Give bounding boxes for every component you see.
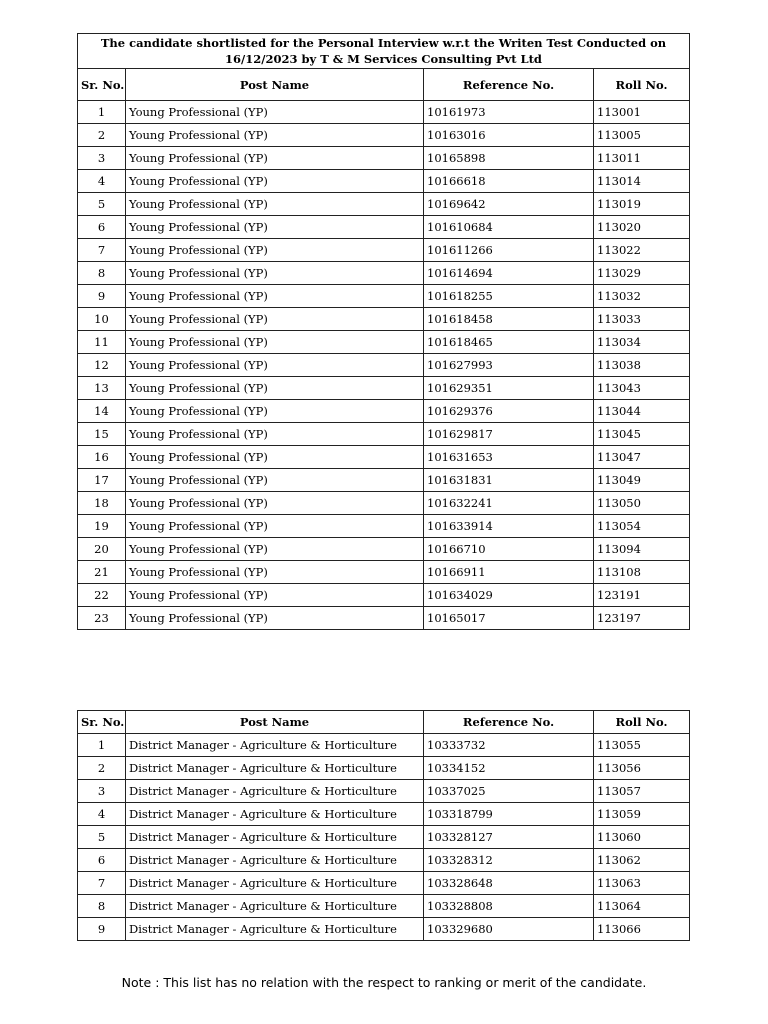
reference-no-cell: 101627993 [424,354,594,377]
post-name-cell: Young Professional (YP) [126,607,424,630]
roll-no-cell: 113014 [594,170,690,193]
table-row [78,780,690,803]
roll-no-cell: 113049 [594,469,690,492]
post-name-cell: District Manager - Agriculture & Horticulture [126,895,424,918]
roll-no-cell: 123197 [594,607,690,630]
roll-no-cell: 113108 [594,561,690,584]
table-row [78,446,690,469]
roll-no-cell: 113032 [594,285,690,308]
roll-no-cell: 113038 [594,354,690,377]
post-name-cell: Young Professional (YP) [126,492,424,515]
district-manager-rows [78,734,690,941]
column-header-sr-no: Sr. No. [78,69,126,101]
table-row [78,124,690,147]
post-name-cell: District Manager - Agriculture & Horticulture [126,872,424,895]
roll-no-cell: 113033 [594,308,690,331]
reference-no-cell: 10165898 [424,147,594,170]
roll-no-cell: 113045 [594,423,690,446]
post-name-cell: Young Professional (YP) [126,354,424,377]
column-header-sr-no: Sr. No. [78,711,126,734]
post-name-cell: District Manager - Agriculture & Horticulture [126,826,424,849]
sr-no-cell: 7 [78,239,126,262]
table-row [78,170,690,193]
table-row [78,400,690,423]
reference-no-cell: 103329680 [424,918,594,941]
roll-no-cell: 113057 [594,780,690,803]
table-row [78,515,690,538]
sr-no-cell: 13 [78,377,126,400]
young-professional-table [77,33,690,630]
table-row [78,216,690,239]
table-row [78,895,690,918]
post-name-cell: Young Professional (YP) [126,239,424,262]
roll-no-cell: 113054 [594,515,690,538]
sr-no-cell: 7 [78,872,126,895]
roll-no-cell: 113066 [594,918,690,941]
sr-no-cell: 15 [78,423,126,446]
post-name-cell: Young Professional (YP) [126,147,424,170]
column-header-post-name: Post Name [126,711,424,734]
reference-no-cell: 10166911 [424,561,594,584]
reference-no-cell: 101632241 [424,492,594,515]
roll-no-cell: 113047 [594,446,690,469]
district-manager-table [77,710,690,941]
sr-no-cell: 6 [78,849,126,872]
roll-no-cell: 113059 [594,803,690,826]
roll-no-cell: 113019 [594,193,690,216]
post-name-cell: Young Professional (YP) [126,124,424,147]
column-header-post-name: Post Name [126,69,424,101]
post-name-cell: District Manager - Agriculture & Horticulture [126,849,424,872]
roll-no-cell: 113022 [594,239,690,262]
reference-no-cell: 101618465 [424,331,594,354]
table-row [78,757,690,780]
sr-no-cell: 9 [78,285,126,308]
reference-no-cell: 10163016 [424,124,594,147]
post-name-cell: Young Professional (YP) [126,377,424,400]
table-row [78,239,690,262]
roll-no-cell: 113001 [594,101,690,124]
reference-no-cell: 103328648 [424,872,594,895]
document-title: The candidate shortlisted for the Personal Interview w.r.t the Writen Test Conducted on 16/12/2023 by T & M Services Consulting Pvt Ltd [78,34,690,69]
reference-no-cell: 10161973 [424,101,594,124]
roll-no-cell: 113063 [594,872,690,895]
post-name-cell: Young Professional (YP) [126,400,424,423]
reference-no-cell: 101618458 [424,308,594,331]
post-name-cell: Young Professional (YP) [126,308,424,331]
table-row [78,607,690,630]
table-row [78,826,690,849]
sr-no-cell: 16 [78,446,126,469]
reference-no-cell: 10166710 [424,538,594,561]
post-name-cell: District Manager - Agriculture & Horticulture [126,734,424,757]
table-row [78,584,690,607]
sr-no-cell: 1 [78,734,126,757]
roll-no-cell: 113055 [594,734,690,757]
sr-no-cell: 19 [78,515,126,538]
post-name-cell: Young Professional (YP) [126,446,424,469]
roll-no-cell: 113005 [594,124,690,147]
table-row [78,918,690,941]
table-row [78,354,690,377]
reference-no-cell: 101611266 [424,239,594,262]
sr-no-cell: 20 [78,538,126,561]
table-row [78,423,690,446]
reference-no-cell: 10166618 [424,170,594,193]
reference-no-cell: 103318799 [424,803,594,826]
table-row [78,734,690,757]
disclaimer-note: Note : This list has no relation with the respect to ranking or merit of the candidate. [121,975,647,990]
reference-no-cell: 103328808 [424,895,594,918]
sr-no-cell: 3 [78,780,126,803]
sr-no-cell: 3 [78,147,126,170]
table-row [78,285,690,308]
roll-no-cell: 113094 [594,538,690,561]
sr-no-cell: 10 [78,308,126,331]
reference-no-cell: 10165017 [424,607,594,630]
post-name-cell: Young Professional (YP) [126,101,424,124]
table-row [78,147,690,170]
reference-no-cell: 101631653 [424,446,594,469]
reference-no-cell: 101631831 [424,469,594,492]
reference-no-cell: 10337025 [424,780,594,803]
roll-no-cell: 113060 [594,826,690,849]
sr-no-cell: 8 [78,895,126,918]
reference-no-cell: 101629376 [424,400,594,423]
column-header-reference-no: Reference No. [424,711,594,734]
reference-no-cell: 103328127 [424,826,594,849]
sr-no-cell: 12 [78,354,126,377]
reference-no-cell: 10333732 [424,734,594,757]
sr-no-cell: 17 [78,469,126,492]
sr-no-cell: 8 [78,262,126,285]
column-header-roll-no: Roll No. [594,711,690,734]
table-row [78,101,690,124]
table-row [78,331,690,354]
reference-no-cell: 101614694 [424,262,594,285]
sr-no-cell: 23 [78,607,126,630]
roll-no-cell: 113062 [594,849,690,872]
roll-no-cell: 113064 [594,895,690,918]
roll-no-cell: 113050 [594,492,690,515]
column-header-reference-no: Reference No. [424,69,594,101]
post-name-cell: Young Professional (YP) [126,538,424,561]
reference-no-cell: 103328312 [424,849,594,872]
post-name-cell: Young Professional (YP) [126,331,424,354]
table-row [78,377,690,400]
reference-no-cell: 10334152 [424,757,594,780]
table-row [78,872,690,895]
roll-no-cell: 113011 [594,147,690,170]
roll-no-cell: 123191 [594,584,690,607]
young-professional-rows [78,101,690,630]
reference-no-cell: 10169642 [424,193,594,216]
sr-no-cell: 18 [78,492,126,515]
table-header-row [78,711,690,734]
post-name-cell: District Manager - Agriculture & Horticulture [126,757,424,780]
table-header-row [78,69,690,101]
table-row [78,308,690,331]
post-name-cell: Young Professional (YP) [126,584,424,607]
post-name-cell: Young Professional (YP) [126,469,424,492]
reference-no-cell: 101629817 [424,423,594,446]
roll-no-cell: 113029 [594,262,690,285]
post-name-cell: Young Professional (YP) [126,193,424,216]
table-row [78,193,690,216]
roll-no-cell: 113056 [594,757,690,780]
roll-no-cell: 113034 [594,331,690,354]
sr-no-cell: 14 [78,400,126,423]
sr-no-cell: 6 [78,216,126,239]
sr-no-cell: 9 [78,918,126,941]
table-row [78,849,690,872]
post-name-cell: Young Professional (YP) [126,515,424,538]
table-row [78,492,690,515]
sr-no-cell: 5 [78,826,126,849]
column-header-roll-no: Roll No. [594,69,690,101]
table-row [78,538,690,561]
post-name-cell: District Manager - Agriculture & Horticulture [126,918,424,941]
post-name-cell: Young Professional (YP) [126,216,424,239]
reference-no-cell: 101633914 [424,515,594,538]
post-name-cell: Young Professional (YP) [126,423,424,446]
sr-no-cell: 1 [78,101,126,124]
sr-no-cell: 21 [78,561,126,584]
table-row [78,803,690,826]
post-name-cell: District Manager - Agriculture & Horticulture [126,803,424,826]
table-row [78,561,690,584]
sr-no-cell: 2 [78,757,126,780]
sr-no-cell: 22 [78,584,126,607]
sr-no-cell: 4 [78,170,126,193]
sr-no-cell: 4 [78,803,126,826]
post-name-cell: Young Professional (YP) [126,561,424,584]
post-name-cell: Young Professional (YP) [126,262,424,285]
reference-no-cell: 101610684 [424,216,594,239]
sr-no-cell: 5 [78,193,126,216]
table-row [78,469,690,492]
post-name-cell: Young Professional (YP) [126,285,424,308]
reference-no-cell: 101629351 [424,377,594,400]
roll-no-cell: 113020 [594,216,690,239]
sr-no-cell: 11 [78,331,126,354]
reference-no-cell: 101634029 [424,584,594,607]
roll-no-cell: 113043 [594,377,690,400]
sr-no-cell: 2 [78,124,126,147]
post-name-cell: Young Professional (YP) [126,170,424,193]
roll-no-cell: 113044 [594,400,690,423]
reference-no-cell: 101618255 [424,285,594,308]
table-row [78,262,690,285]
post-name-cell: District Manager - Agriculture & Horticulture [126,780,424,803]
